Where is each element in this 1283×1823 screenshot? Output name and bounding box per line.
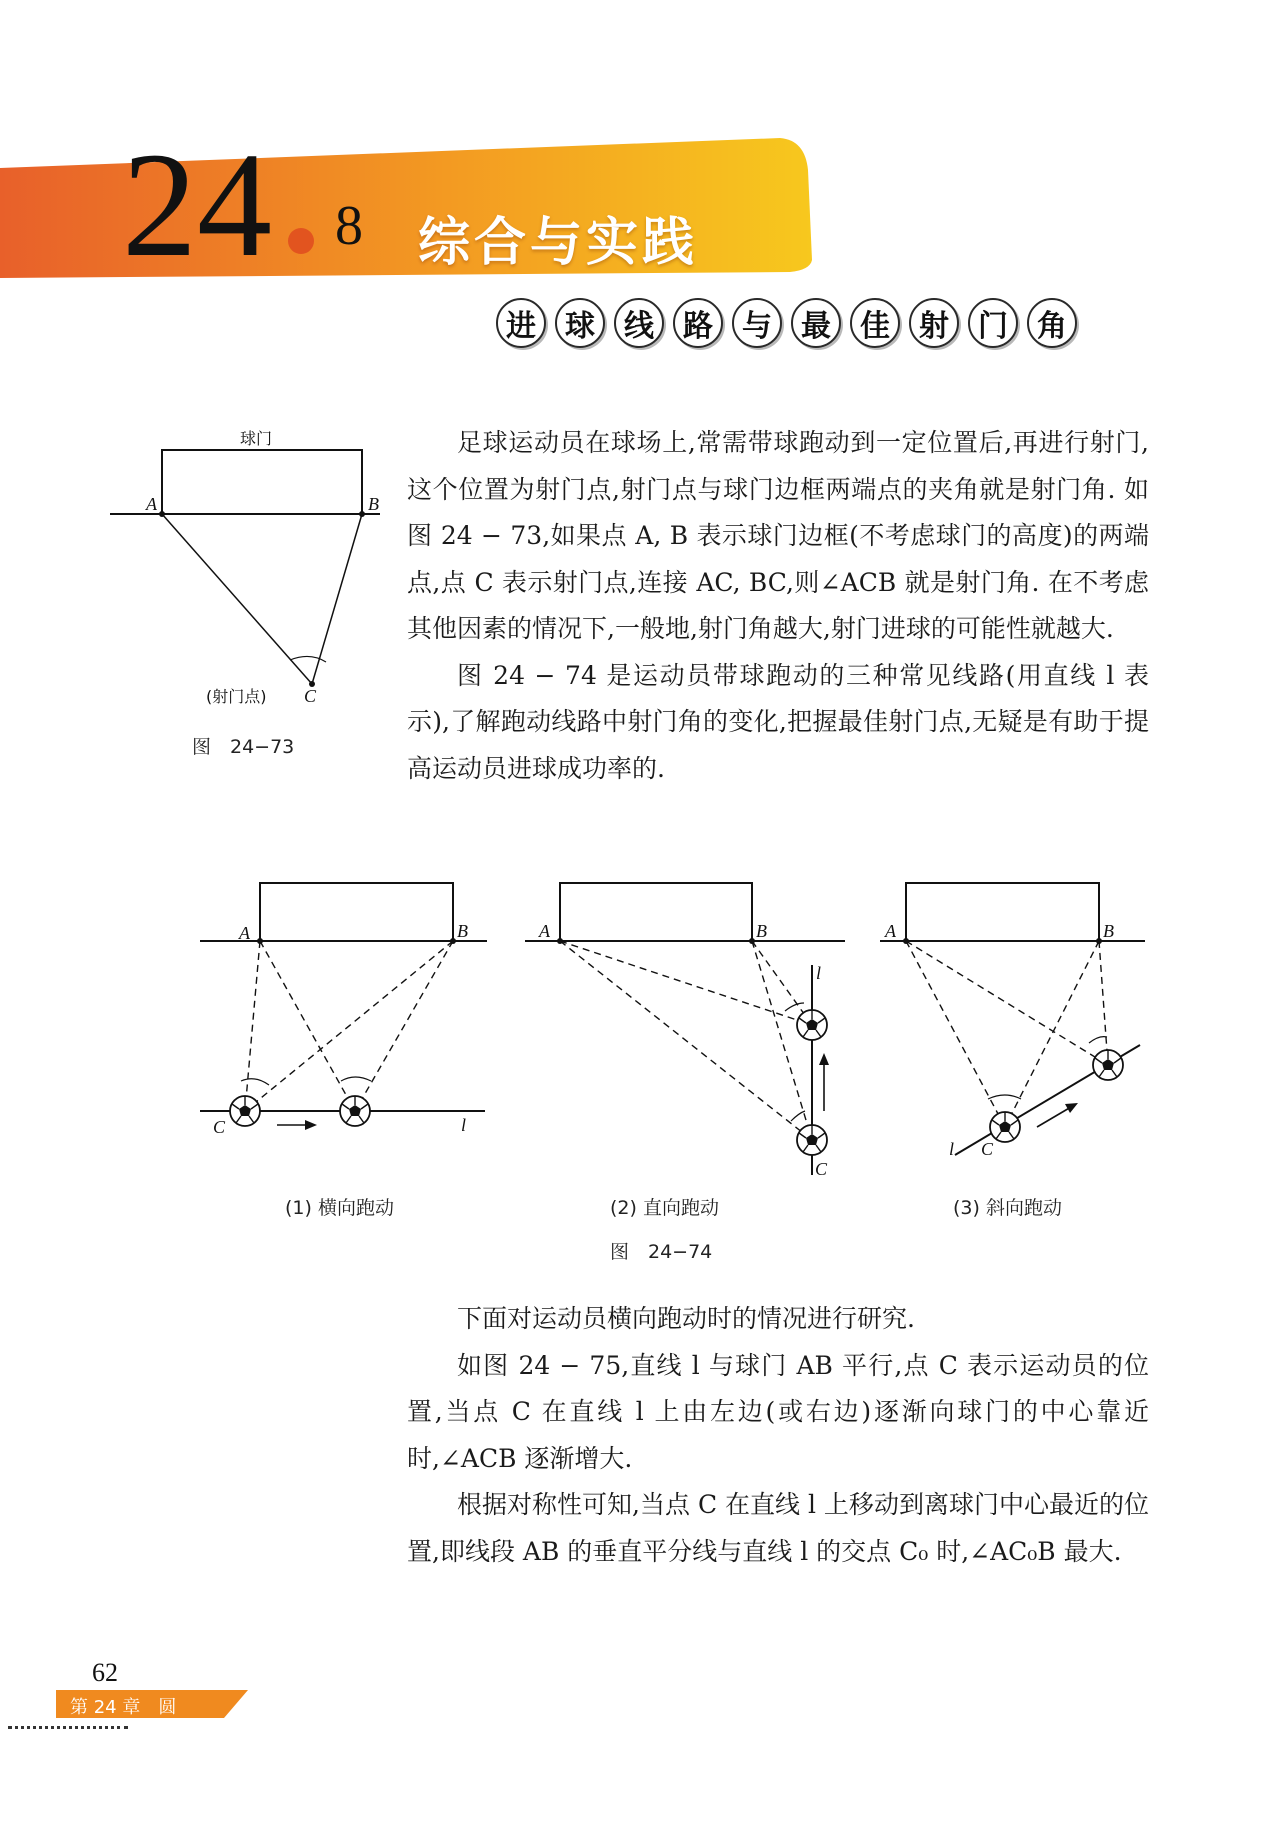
ball-icon <box>230 1096 260 1126</box>
section-header <box>0 110 1283 344</box>
label-b: B <box>756 921 767 941</box>
goal-label: 球门 <box>240 429 273 448</box>
subtitle-char: 最 <box>791 298 841 348</box>
goal-frame <box>260 883 453 941</box>
subtitle-char: 线 <box>614 298 664 348</box>
segment-ac <box>162 514 312 684</box>
label-c: C <box>213 1117 226 1137</box>
paragraph-3 <box>407 1296 1149 1343</box>
dash-bc2 <box>355 941 453 1111</box>
subtitle-char: 佳 <box>850 298 900 348</box>
dash-bc2 <box>1099 941 1108 1065</box>
point-a <box>903 938 909 944</box>
subsection-number: 8 <box>335 195 363 257</box>
sub-caption-2: (2) 直向跑动 <box>610 1197 719 1219</box>
section-title: 综合与实践 <box>418 213 699 273</box>
run-arrow-head <box>819 1053 829 1065</box>
figure-24-73-diagram <box>110 420 380 720</box>
figure-24-73 <box>110 420 380 760</box>
ball-icon <box>1093 1050 1123 1080</box>
panel-straight-run <box>525 883 845 1175</box>
paragraph-5 <box>407 1482 1149 1575</box>
section-number: 24 <box>122 122 272 288</box>
subtitle-char: 球 <box>555 298 605 348</box>
run-arrow <box>1037 1107 1071 1127</box>
ball-icon <box>797 1125 827 1155</box>
dash-ac2 <box>260 941 355 1111</box>
paragraph-1 <box>407 420 1149 653</box>
subtitle-char: 角 <box>1027 298 1077 348</box>
dash-ac1 <box>245 941 260 1111</box>
panel-horizontal-run <box>200 883 487 1137</box>
dash-bc-lower <box>752 941 812 1140</box>
subtitle-char: 与 <box>732 298 782 348</box>
run-arrow-head <box>1065 1103 1078 1113</box>
paragraph-5-text: 根据对称性可知,当点 C 在直线 l 上移动到离球门中心最近的位置,即线段 AB 的垂直平分线与直线 l 的交点 C₀ 时,∠AC₀B 最大. <box>407 1490 1149 1566</box>
point-b <box>359 511 365 517</box>
subtitle-char: 射 <box>909 298 959 348</box>
label-c: C <box>304 686 317 706</box>
dash-ac-lower <box>560 941 812 1140</box>
figure-24-73-caption: 图 24−73 <box>192 736 295 758</box>
point-a <box>557 938 563 944</box>
dash-bc1 <box>1005 941 1099 1127</box>
point-a <box>257 938 263 944</box>
figure-24-74 <box>195 875 1155 1263</box>
label-a: A <box>885 921 896 941</box>
label-a: A <box>539 921 550 941</box>
sub-caption-1: (1) 横向跑动 <box>285 1197 394 1219</box>
page-number: 62 <box>92 1658 118 1687</box>
paragraph-4 <box>407 1343 1149 1483</box>
angle-arc-2 <box>1089 1037 1107 1043</box>
subtitle-char: 进 <box>496 298 546 348</box>
figure-24-74-diagrams <box>195 875 1155 1175</box>
section-number-dot <box>288 228 314 254</box>
label-l: l <box>949 1139 955 1159</box>
angle-arc-1 <box>988 1095 1021 1099</box>
point-b <box>749 938 755 944</box>
ball-icon <box>797 1010 827 1040</box>
label-b: B <box>457 921 468 941</box>
body-text-upper <box>407 420 1149 792</box>
ball-icon <box>340 1096 370 1126</box>
label-c: C <box>815 1159 828 1175</box>
subtitle-chips <box>496 298 1077 348</box>
label-a: A <box>239 923 250 943</box>
point-a <box>159 511 165 517</box>
label-c-prefix: (射门点) <box>206 687 267 706</box>
angle-arc-1 <box>241 1079 269 1085</box>
label-l: l <box>461 1115 467 1135</box>
paragraph-3-text: 下面对运动员横向跑动时的情况进行研究. <box>457 1304 915 1333</box>
sub-caption-3: (3) 斜向跑动 <box>953 1197 1062 1219</box>
label-c: C <box>981 1139 994 1159</box>
dash-ac1 <box>906 941 1005 1127</box>
run-arrow-head <box>305 1120 317 1130</box>
point-b <box>450 938 456 944</box>
paragraph-4-text: 如图 24 − 75,直线 l 与球门 AB 平行,点 C 表示运动员的位置,当点 C 在直线 l 上由左边(或右边)逐渐向球门的中心靠近时,∠ACB 逐渐增大. <box>407 1350 1149 1473</box>
goal-frame <box>162 450 362 514</box>
panel-oblique-run <box>880 883 1145 1159</box>
label-b: B <box>368 494 379 514</box>
subtitle-char: 门 <box>968 298 1018 348</box>
point-b <box>1096 938 1102 944</box>
paragraph-1-text: 足球运动员在球场上,常需带球跑动到一定位置后,再进行射门,这个位置为射门点,射门点与球门边框两端点的夹角就是射门角. 如图 24 − 73,如果点 A, B 表示球门边框(不考虑球门的高度)的两端点,点 C 表示射门点,连接 AC, BC,则∠ACB 就是射门角. 在不考虑其他因素的情况下,一般地,射门角越大,射门进球的可能性就越大. <box>407 428 1149 643</box>
label-b: B <box>1103 921 1114 941</box>
label-a: A <box>146 494 157 514</box>
body-text-lower <box>407 1296 1149 1575</box>
paragraph-2 <box>407 653 1149 793</box>
angle-arc-2 <box>791 1111 805 1121</box>
footer-dotted-rule <box>8 1726 128 1729</box>
dash-ac2 <box>906 941 1108 1065</box>
dash-bc1 <box>245 941 453 1111</box>
figure-24-74-caption: 图 24−74 <box>610 1241 713 1263</box>
subtitle-char: 路 <box>673 298 723 348</box>
label-l: l <box>816 963 822 983</box>
ball-icon <box>990 1112 1020 1142</box>
paragraph-2-text: 图 24 − 74 是运动员带球跑动的三种常见线路(用直线 l 表示),了解跑动线路中射门角的变化,把握最佳射门点,无疑是有助于提高运动员进球成功率的. <box>407 660 1149 783</box>
angle-arc-2 <box>341 1077 371 1081</box>
chapter-label: 第 24 章 圆 <box>70 1697 177 1718</box>
goal-frame <box>560 883 752 941</box>
goal-frame <box>906 883 1099 941</box>
